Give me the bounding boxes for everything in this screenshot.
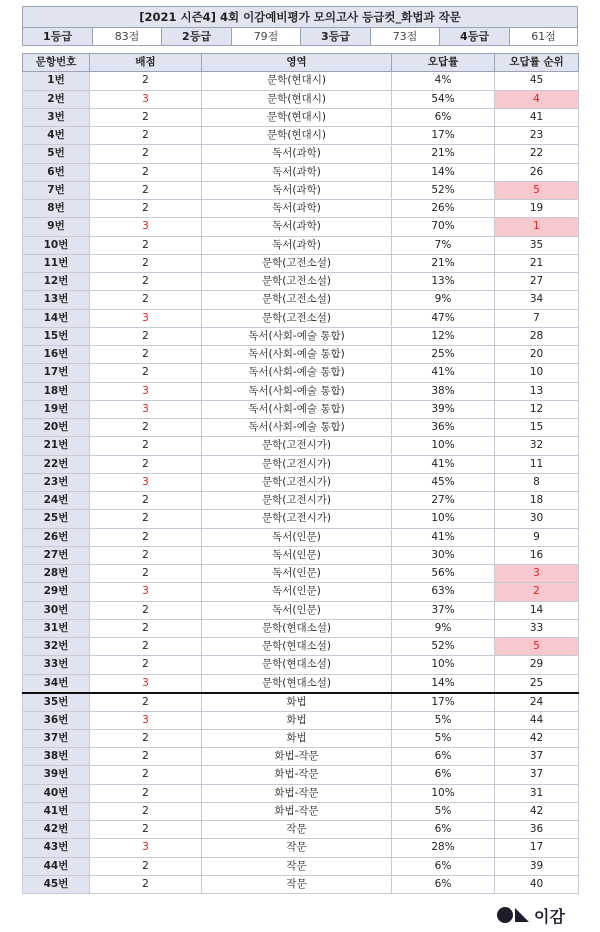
cell-score: 2 [90,291,202,309]
cell-area: 독서(사회-예술 통합) [202,327,392,345]
cell-score: 3 [90,583,202,601]
header-question-no: 문항번호 [23,54,90,72]
cut-value-2: 79점 [232,28,301,45]
table-row [23,583,579,601]
cell-question-no: 1번 [23,72,90,90]
table-row [23,346,579,364]
cell-question-no: 5번 [23,145,90,163]
table-header-row [23,54,579,72]
cell-area: 독서(과학) [202,181,392,199]
table-row [23,437,579,455]
table-row [23,309,579,327]
cell-wrong-rate: 30% [392,546,495,564]
cell-wrong-rate: 21% [392,145,495,163]
cell-question-no: 6번 [23,163,90,181]
cell-area: 문학(고전시가) [202,510,392,528]
cell-score: 2 [90,729,202,747]
cell-score: 2 [90,656,202,674]
cell-score: 2 [90,619,202,637]
cell-score: 3 [90,674,202,693]
cell-area: 독서(사회-예술 통합) [202,419,392,437]
table-row [23,90,579,108]
cell-score: 3 [90,711,202,729]
cell-wrong-rate: 6% [392,766,495,784]
cell-wrong-rate: 5% [392,711,495,729]
cell-wrong-rate: 41% [392,455,495,473]
cell-score: 2 [90,273,202,291]
cell-wrong-rate: 63% [392,583,495,601]
cell-question-no: 35번 [23,693,90,712]
cell-wrong-rank: 12 [495,400,579,418]
cell-wrong-rank: 7 [495,309,579,327]
cell-area: 화법-작문 [202,784,392,802]
cell-score: 2 [90,693,202,712]
cell-question-no: 25번 [23,510,90,528]
cell-wrong-rank: 3 [495,565,579,583]
cell-score: 2 [90,638,202,656]
cell-wrong-rate: 25% [392,346,495,364]
cell-wrong-rate: 5% [392,802,495,820]
cell-area: 독서(인문) [202,565,392,583]
cell-area: 화법-작문 [202,802,392,820]
cell-score: 2 [90,145,202,163]
table-row [23,181,579,199]
cell-question-no: 4번 [23,127,90,145]
cell-wrong-rank: 21 [495,254,579,272]
cell-score: 2 [90,875,202,893]
cell-wrong-rate: 13% [392,273,495,291]
table-row [23,875,579,893]
table-row [23,200,579,218]
cell-wrong-rate: 21% [392,254,495,272]
cell-question-no: 23번 [23,473,90,491]
cell-wrong-rank: 24 [495,693,579,712]
table-row [23,108,579,126]
cell-area: 독서(인문) [202,601,392,619]
cell-score: 2 [90,181,202,199]
cell-question-no: 17번 [23,364,90,382]
cell-score: 2 [90,821,202,839]
cell-wrong-rank: 29 [495,656,579,674]
table-row [23,218,579,236]
table-row [23,127,579,145]
cell-wrong-rank: 13 [495,382,579,400]
cell-area: 독서(사회-예술 통합) [202,400,392,418]
cell-wrong-rate: 6% [392,821,495,839]
igam-logo [497,905,565,925]
table-row [23,419,579,437]
cell-wrong-rank: 26 [495,163,579,181]
table-row [23,674,579,693]
cut-label-4: 4등급 [440,28,510,45]
table-row [23,510,579,528]
table-row [23,546,579,564]
cell-wrong-rate: 5% [392,729,495,747]
table-row [23,802,579,820]
cell-wrong-rank: 28 [495,327,579,345]
cell-wrong-rank: 20 [495,346,579,364]
cell-question-no: 28번 [23,565,90,583]
header-wrong-rate: 오답률 [392,54,495,72]
cell-score: 2 [90,766,202,784]
cell-question-no: 24번 [23,492,90,510]
table-row [23,638,579,656]
cell-score: 3 [90,90,202,108]
table-row [23,821,579,839]
header-area: 영역 [202,54,392,72]
table-row [23,273,579,291]
cell-wrong-rank: 17 [495,839,579,857]
cell-score: 2 [90,528,202,546]
cell-area: 독서(인문) [202,528,392,546]
grade-cut-sheet [22,6,578,894]
cell-wrong-rank: 42 [495,802,579,820]
table-row [23,601,579,619]
cell-area: 작문 [202,821,392,839]
cell-question-no: 41번 [23,802,90,820]
cell-score: 2 [90,364,202,382]
cell-area: 문학(고전시가) [202,492,392,510]
cut-value-4: 61점 [510,28,577,45]
cell-area: 독서(과학) [202,145,392,163]
table-row [23,619,579,637]
cell-wrong-rate: 52% [392,181,495,199]
table-row [23,839,579,857]
cell-wrong-rate: 36% [392,419,495,437]
table-row [23,766,579,784]
logo-text: 이감 [534,906,565,926]
table-row [23,492,579,510]
cell-wrong-rate: 10% [392,784,495,802]
table-body [23,72,579,894]
table-row [23,693,579,712]
cell-wrong-rank: 37 [495,766,579,784]
cell-score: 3 [90,839,202,857]
cell-wrong-rate: 17% [392,693,495,712]
cell-area: 문학(현대소설) [202,656,392,674]
cell-score: 2 [90,108,202,126]
cell-area: 문학(현대소설) [202,674,392,693]
cell-wrong-rank: 33 [495,619,579,637]
table-row [23,236,579,254]
cell-wrong-rank: 5 [495,638,579,656]
cell-area: 독서(사회-예술 통합) [202,346,392,364]
cell-score: 2 [90,163,202,181]
cell-area: 문학(현대시) [202,72,392,90]
logo-triangle-icon [515,908,529,922]
cell-area: 작문 [202,875,392,893]
cut-label-1: 1등급 [23,28,93,45]
cell-question-no: 42번 [23,821,90,839]
cell-wrong-rank: 22 [495,145,579,163]
cell-question-no: 13번 [23,291,90,309]
cell-score: 2 [90,492,202,510]
table-row [23,656,579,674]
cell-area: 문학(현대시) [202,108,392,126]
table-row [23,473,579,491]
cell-question-no: 36번 [23,711,90,729]
cell-wrong-rank: 44 [495,711,579,729]
cell-wrong-rate: 6% [392,108,495,126]
cell-area: 문학(고전소설) [202,254,392,272]
cell-score: 3 [90,218,202,236]
cell-wrong-rate: 12% [392,327,495,345]
table-row [23,400,579,418]
cell-wrong-rate: 26% [392,200,495,218]
cell-score: 2 [90,327,202,345]
cell-score: 3 [90,309,202,327]
cell-score: 2 [90,127,202,145]
cell-score: 2 [90,437,202,455]
cell-wrong-rank: 19 [495,200,579,218]
cut-label-2: 2등급 [162,28,232,45]
cell-wrong-rate: 6% [392,748,495,766]
cell-question-no: 9번 [23,218,90,236]
header-wrong-rank: 오답률 순위 [495,54,579,72]
cut-value-1: 83점 [93,28,162,45]
cell-question-no: 27번 [23,546,90,564]
cell-wrong-rank: 9 [495,528,579,546]
cell-wrong-rate: 38% [392,382,495,400]
sheet-title: [2021 시즌4] 4회 이감예비평가 모의고사 등급컷_화법과 작문 [22,6,578,27]
cell-question-no: 8번 [23,200,90,218]
cell-score: 2 [90,346,202,364]
cell-score: 2 [90,784,202,802]
cell-area: 독서(인문) [202,583,392,601]
cell-question-no: 45번 [23,875,90,893]
cell-area: 독서(과학) [202,163,392,181]
cell-wrong-rank: 39 [495,857,579,875]
cell-wrong-rate: 27% [392,492,495,510]
cell-question-no: 31번 [23,619,90,637]
cell-area: 화법-작문 [202,748,392,766]
cell-wrong-rank: 5 [495,181,579,199]
cell-wrong-rank: 18 [495,492,579,510]
cell-wrong-rate: 52% [392,638,495,656]
cell-question-no: 18번 [23,382,90,400]
cell-question-no: 33번 [23,656,90,674]
header-score: 배점 [90,54,202,72]
cell-wrong-rate: 6% [392,875,495,893]
cell-area: 문학(고전시가) [202,473,392,491]
cell-wrong-rank: 8 [495,473,579,491]
cell-score: 2 [90,72,202,90]
cell-wrong-rank: 31 [495,784,579,802]
cell-area: 독서(과학) [202,218,392,236]
cell-area: 문학(고전소설) [202,273,392,291]
cell-wrong-rate: 9% [392,619,495,637]
table-row [23,291,579,309]
cell-question-no: 26번 [23,528,90,546]
table-row [23,528,579,546]
cell-wrong-rank: 2 [495,583,579,601]
cell-area: 문학(현대시) [202,90,392,108]
table-row [23,145,579,163]
cell-question-no: 2번 [23,90,90,108]
cell-wrong-rank: 34 [495,291,579,309]
cell-wrong-rate: 56% [392,565,495,583]
cell-question-no: 43번 [23,839,90,857]
cell-wrong-rate: 47% [392,309,495,327]
cell-area: 문학(현대소설) [202,638,392,656]
cell-wrong-rank: 10 [495,364,579,382]
table-row [23,857,579,875]
cell-area: 독서(사회-예술 통합) [202,382,392,400]
table-row [23,711,579,729]
cell-area: 문학(고전소설) [202,291,392,309]
cell-question-no: 20번 [23,419,90,437]
answer-rate-table [22,53,579,894]
cell-wrong-rank: 41 [495,108,579,126]
cell-wrong-rank: 4 [495,90,579,108]
cell-score: 2 [90,748,202,766]
cut-label-3: 3등급 [301,28,371,45]
cell-question-no: 3번 [23,108,90,126]
cell-wrong-rate: 70% [392,218,495,236]
cell-wrong-rank: 36 [495,821,579,839]
grade-cut-row [22,27,578,46]
cell-score: 2 [90,254,202,272]
cell-score: 3 [90,473,202,491]
cell-wrong-rank: 16 [495,546,579,564]
cell-area: 독서(과학) [202,200,392,218]
cell-wrong-rate: 9% [392,291,495,309]
cell-question-no: 40번 [23,784,90,802]
cell-question-no: 10번 [23,236,90,254]
cell-area: 문학(현대소설) [202,619,392,637]
cell-question-no: 11번 [23,254,90,272]
cell-wrong-rank: 1 [495,218,579,236]
cell-question-no: 32번 [23,638,90,656]
cell-area: 문학(현대시) [202,127,392,145]
cell-wrong-rate: 39% [392,400,495,418]
cell-question-no: 37번 [23,729,90,747]
cell-area: 작문 [202,839,392,857]
cell-score: 2 [90,601,202,619]
cell-wrong-rate: 54% [392,90,495,108]
cell-wrong-rank: 45 [495,72,579,90]
table-row [23,163,579,181]
cell-wrong-rank: 30 [495,510,579,528]
cell-wrong-rate: 7% [392,236,495,254]
cell-area: 화법 [202,729,392,747]
cell-question-no: 44번 [23,857,90,875]
cell-wrong-rate: 17% [392,127,495,145]
cell-wrong-rank: 40 [495,875,579,893]
table-row [23,254,579,272]
table-row [23,748,579,766]
cell-area: 화법-작문 [202,766,392,784]
cell-wrong-rank: 15 [495,419,579,437]
cell-score: 3 [90,400,202,418]
table-row [23,364,579,382]
cell-area: 문학(고전소설) [202,309,392,327]
cut-value-3: 73점 [371,28,440,45]
cell-area: 문학(고전시가) [202,455,392,473]
cell-question-no: 22번 [23,455,90,473]
cell-score: 2 [90,200,202,218]
cell-area: 독서(과학) [202,236,392,254]
cell-wrong-rate: 14% [392,163,495,181]
cell-question-no: 15번 [23,327,90,345]
cell-area: 독서(인문) [202,546,392,564]
cell-question-no: 34번 [23,674,90,693]
cell-question-no: 14번 [23,309,90,327]
cell-score: 2 [90,510,202,528]
cell-wrong-rate: 10% [392,437,495,455]
cell-question-no: 16번 [23,346,90,364]
cell-wrong-rate: 10% [392,510,495,528]
table-row [23,784,579,802]
cell-wrong-rate: 4% [392,72,495,90]
cell-score: 2 [90,857,202,875]
cell-wrong-rate: 37% [392,601,495,619]
cell-wrong-rank: 27 [495,273,579,291]
cell-wrong-rank: 42 [495,729,579,747]
cell-wrong-rank: 35 [495,236,579,254]
cell-wrong-rank: 11 [495,455,579,473]
table-row [23,72,579,90]
table-row [23,729,579,747]
cell-question-no: 7번 [23,181,90,199]
cell-wrong-rate: 14% [392,674,495,693]
cell-score: 2 [90,546,202,564]
cell-question-no: 12번 [23,273,90,291]
cell-area: 화법 [202,711,392,729]
cell-score: 2 [90,236,202,254]
logo-circle-icon [497,907,513,923]
cell-wrong-rate: 6% [392,857,495,875]
cell-score: 2 [90,565,202,583]
cell-question-no: 29번 [23,583,90,601]
cell-area: 독서(사회-예술 통합) [202,364,392,382]
cell-question-no: 39번 [23,766,90,784]
cell-wrong-rate: 28% [392,839,495,857]
cell-area: 문학(고전시가) [202,437,392,455]
cell-area: 화법 [202,693,392,712]
cell-question-no: 19번 [23,400,90,418]
cell-wrong-rank: 37 [495,748,579,766]
cell-wrong-rate: 41% [392,364,495,382]
cell-wrong-rate: 10% [392,656,495,674]
cell-question-no: 30번 [23,601,90,619]
cell-wrong-rank: 23 [495,127,579,145]
table-row [23,455,579,473]
cell-wrong-rate: 45% [392,473,495,491]
table-row [23,382,579,400]
cell-question-no: 21번 [23,437,90,455]
cell-wrong-rate: 41% [392,528,495,546]
cell-score: 2 [90,455,202,473]
cell-score: 3 [90,382,202,400]
cell-wrong-rank: 14 [495,601,579,619]
cell-wrong-rank: 25 [495,674,579,693]
cell-score: 2 [90,419,202,437]
cell-question-no: 38번 [23,748,90,766]
cell-wrong-rank: 32 [495,437,579,455]
cell-score: 2 [90,802,202,820]
table-row [23,565,579,583]
cell-area: 작문 [202,857,392,875]
table-row [23,327,579,345]
